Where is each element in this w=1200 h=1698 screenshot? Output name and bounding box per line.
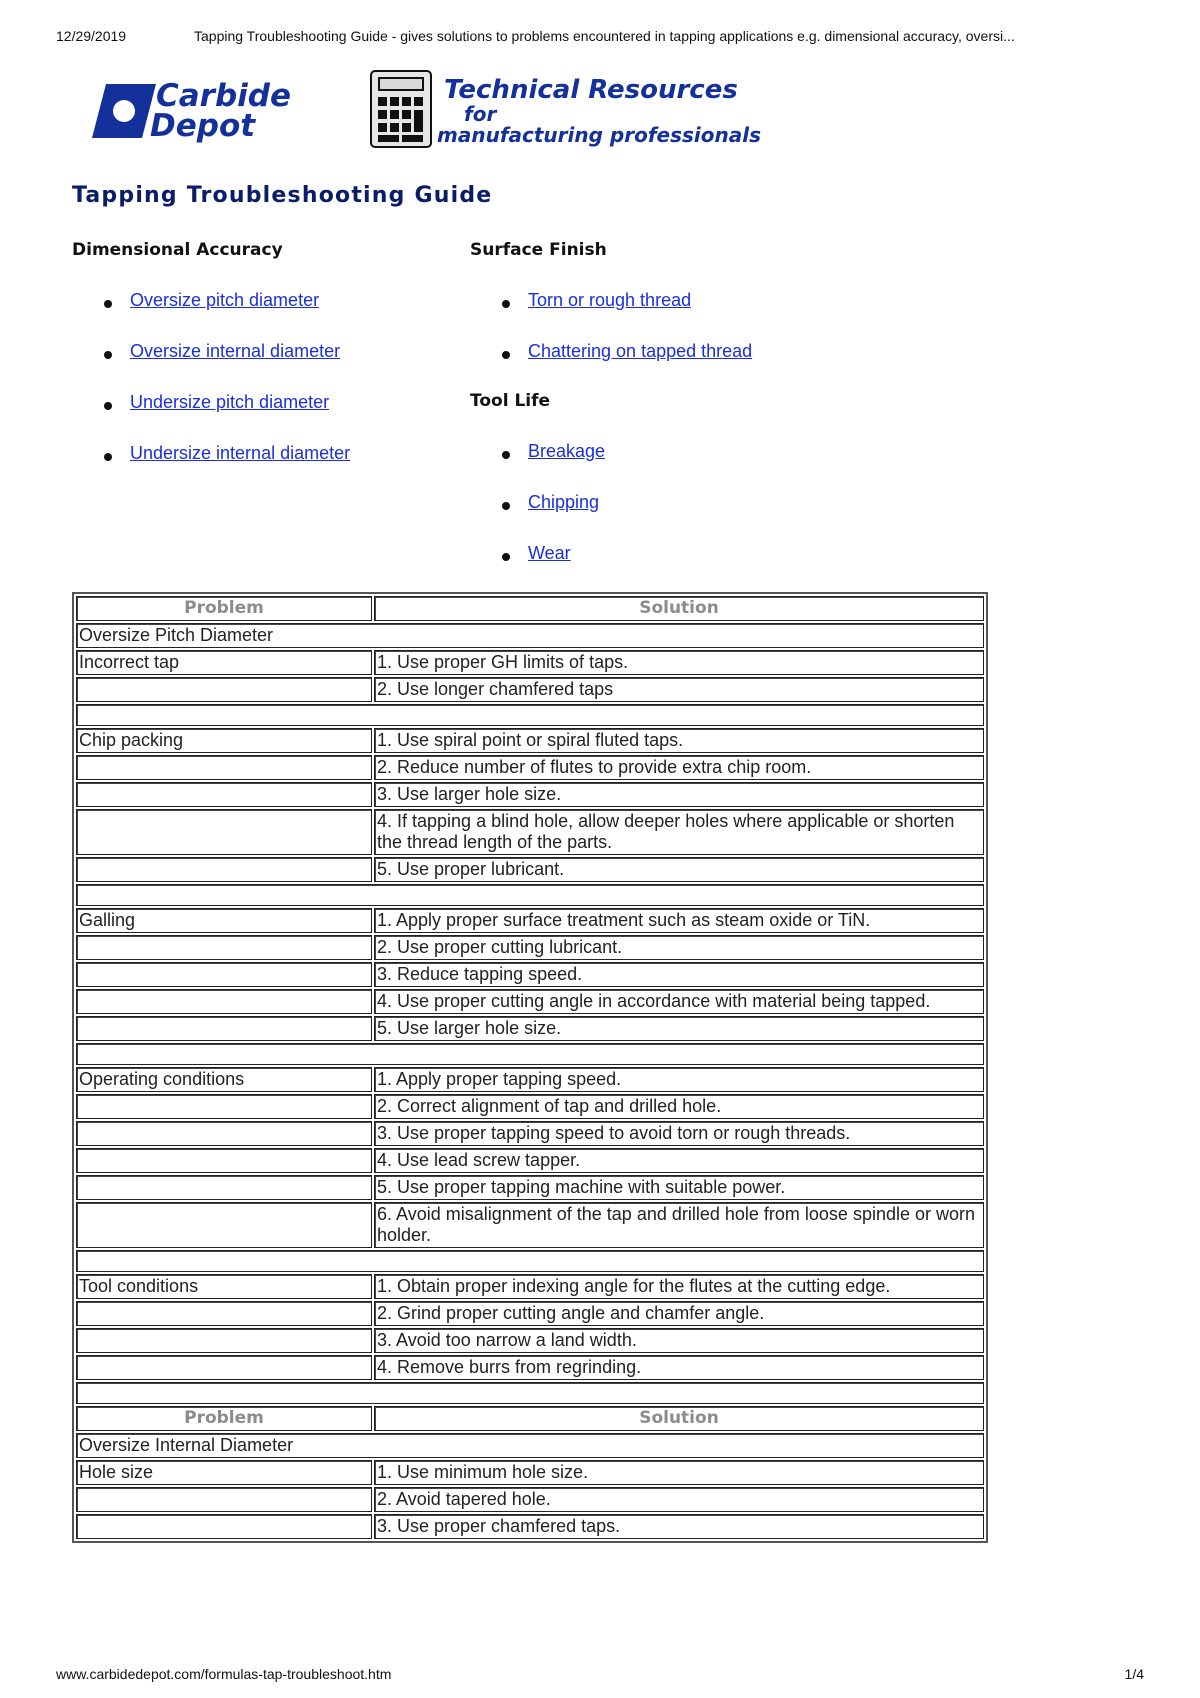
problem-cell: [76, 809, 372, 855]
solution-cell: 4. Use lead screw tapper.: [374, 1148, 984, 1173]
problem-cell: Operating conditions: [76, 1067, 372, 1092]
table-row: [76, 1301, 984, 1326]
link-breakage[interactable]: Breakage: [528, 441, 606, 461]
troubleshooting-table-container: [72, 592, 986, 1543]
solution-cell: 1. Apply proper surface treatment such as steam oxide or TiN.: [374, 908, 984, 933]
bullet-icon: [104, 402, 112, 410]
problem-cell: Chip packing: [76, 728, 372, 753]
table-header-row: [76, 1406, 984, 1431]
logo-emblem-dot: [113, 100, 135, 122]
table-header-row: [76, 596, 984, 621]
table-row: [76, 1148, 984, 1173]
heading-tool-life: Tool Life: [470, 391, 551, 411]
table-row: [76, 1175, 984, 1200]
solution-cell: 5. Use proper lubricant.: [374, 857, 984, 882]
spacer-cell: [76, 1043, 984, 1065]
troubleshooting-table-body: [76, 596, 984, 1539]
section-title: Oversize Pitch Diameter: [76, 623, 984, 648]
troubleshooting-table: [72, 592, 988, 1543]
solution-cell: 1. Apply proper tapping speed.: [374, 1067, 984, 1092]
spacer-cell: [76, 884, 984, 906]
table-row: [76, 1016, 984, 1041]
page-title: Tapping Troubleshooting Guide: [72, 183, 493, 208]
table-row: [76, 809, 984, 855]
solution-cell: 4. If tapping a blind hole, allow deeper holes where applicable or shorten the thread length of the parts.: [374, 809, 984, 855]
technical-resources-title: Technical Resources: [444, 75, 738, 105]
link-chipping[interactable]: Chipping: [528, 492, 600, 512]
table-row: [76, 677, 984, 702]
link-wear[interactable]: Wear: [528, 543, 571, 563]
table-row: [76, 1460, 984, 1485]
print-page-title: Tapping Troubleshooting Guide - gives solutions to problems encountered in tapping applications e.g. dimensional accuracy, oversi...: [194, 28, 1015, 44]
section-title: Oversize Internal Diameter: [76, 1433, 984, 1458]
problem-cell: [76, 1016, 372, 1041]
table-row: [76, 1094, 984, 1119]
solution-cell: 1. Obtain proper indexing angle for the flutes at the cutting edge.: [374, 1274, 984, 1299]
table-row: [76, 1121, 984, 1146]
column-header-problem: Problem: [76, 1406, 372, 1431]
solution-cell: 3. Reduce tapping speed.: [374, 962, 984, 987]
problem-cell: [76, 677, 372, 702]
column-header-problem: Problem: [76, 596, 372, 621]
table-row: [76, 1487, 984, 1512]
link-oversize-pitch-diameter[interactable]: Oversize pitch diameter: [130, 290, 320, 310]
solution-cell: 1. Use minimum hole size.: [374, 1460, 984, 1485]
bullet-icon: [104, 453, 112, 461]
problem-cell: Galling: [76, 908, 372, 933]
problem-cell: [76, 782, 372, 807]
problem-cell: [76, 857, 372, 882]
calculator-icon: [370, 70, 432, 148]
spacer-row: [76, 1043, 984, 1065]
column-header-solution: Solution: [374, 1406, 984, 1431]
link-torn-or-rough-thread[interactable]: Torn or rough thread: [528, 290, 692, 310]
print-url: www.carbidedepot.com/formulas-tap-troubleshoot.htm: [56, 1666, 392, 1682]
bullet-icon: [104, 300, 112, 308]
link-undersize-pitch-diameter[interactable]: Undersize pitch diameter: [130, 392, 330, 412]
problem-cell: [76, 1514, 372, 1539]
problem-cell: [76, 1121, 372, 1146]
table-row: [76, 782, 984, 807]
solution-cell: 4. Remove burrs from regrinding.: [374, 1355, 984, 1380]
bullet-icon: [502, 300, 510, 308]
spacer-row: [76, 1382, 984, 1404]
link-oversize-internal-diameter[interactable]: Oversize internal diameter: [130, 341, 341, 361]
table-row: [76, 755, 984, 780]
carbide-depot-logo[interactable]: [86, 76, 326, 146]
problem-cell: [76, 1328, 372, 1353]
logo-line2: Depot: [150, 108, 256, 144]
heading-surface-finish: Surface Finish: [470, 240, 607, 260]
solution-cell: 1. Use proper GH limits of taps.: [374, 650, 984, 675]
solution-cell: 3. Use proper tapping speed to avoid torn or rough threads.: [374, 1121, 984, 1146]
table-row: [76, 728, 984, 753]
spacer-cell: [76, 1382, 984, 1404]
table-row: [76, 857, 984, 882]
link-chattering-on-tapped-thread[interactable]: Chattering on tapped thread: [528, 341, 753, 361]
bullet-icon: [104, 351, 112, 359]
problem-cell: [76, 962, 372, 987]
solution-cell: 5. Use larger hole size.: [374, 1016, 984, 1041]
problem-cell: Incorrect tap: [76, 650, 372, 675]
section-title-row: [76, 1433, 984, 1458]
table-row: [76, 1328, 984, 1353]
solution-cell: 2. Use proper cutting lubricant.: [374, 935, 984, 960]
bullet-icon: [502, 351, 510, 359]
column-header-solution: Solution: [374, 596, 984, 621]
heading-dimensional-accuracy: Dimensional Accuracy: [72, 240, 283, 260]
bullet-icon: [502, 451, 510, 459]
table-row: [76, 1355, 984, 1380]
table-row: [76, 962, 984, 987]
technical-resources-for: for: [464, 102, 497, 126]
problem-cell: [76, 1148, 372, 1173]
problem-cell: [76, 755, 372, 780]
problem-cell: [76, 935, 372, 960]
problem-cell: [76, 1487, 372, 1512]
table-row: [76, 1274, 984, 1299]
problem-cell: [76, 1202, 372, 1248]
spacer-row: [76, 704, 984, 726]
section-title-row: [76, 623, 984, 648]
technical-resources-subtitle: manufacturing professionals: [437, 123, 761, 147]
table-row: [76, 1514, 984, 1539]
problem-cell: [76, 1175, 372, 1200]
table-row: [76, 989, 984, 1014]
table-row: [76, 650, 984, 675]
solution-cell: 5. Use proper tapping machine with suitable power.: [374, 1175, 984, 1200]
solution-cell: 2. Grind proper cutting angle and chamfer angle.: [374, 1301, 984, 1326]
solution-cell: 1. Use spiral point or spiral fluted taps.: [374, 728, 984, 753]
solution-cell: 2. Correct alignment of tap and drilled hole.: [374, 1094, 984, 1119]
solution-cell: 3. Use proper chamfered taps.: [374, 1514, 984, 1539]
print-page-number: 1/4: [1124, 1666, 1144, 1682]
site-banner: [82, 70, 782, 160]
solution-cell: 3. Avoid too narrow a land width.: [374, 1328, 984, 1353]
spacer-cell: [76, 704, 984, 726]
solution-cell: 2. Reduce number of flutes to provide extra chip room.: [374, 755, 984, 780]
solution-cell: 6. Avoid misalignment of the tap and drilled hole from loose spindle or worn holder.: [374, 1202, 984, 1248]
problem-cell: Hole size: [76, 1460, 372, 1485]
solution-cell: 4. Use proper cutting angle in accordance with material being tapped.: [374, 989, 984, 1014]
bullet-icon: [502, 553, 510, 561]
logo-line1: Carbide: [156, 78, 291, 114]
solution-cell: 2. Use longer chamfered taps: [374, 677, 984, 702]
table-row: [76, 908, 984, 933]
link-undersize-internal-diameter[interactable]: Undersize internal diameter: [130, 443, 351, 463]
problem-cell: [76, 989, 372, 1014]
spacer-row: [76, 884, 984, 906]
table-row: [76, 1202, 984, 1248]
problem-cell: [76, 1094, 372, 1119]
problem-cell: [76, 1301, 372, 1326]
problem-cell: Tool conditions: [76, 1274, 372, 1299]
solution-cell: 2. Avoid tapered hole.: [374, 1487, 984, 1512]
table-row: [76, 1067, 984, 1092]
bullet-icon: [502, 502, 510, 510]
solution-cell: 3. Use larger hole size.: [374, 782, 984, 807]
table-row: [76, 935, 984, 960]
spacer-row: [76, 1250, 984, 1272]
problem-cell: [76, 1355, 372, 1380]
spacer-cell: [76, 1250, 984, 1272]
print-date: 12/29/2019: [56, 28, 127, 44]
